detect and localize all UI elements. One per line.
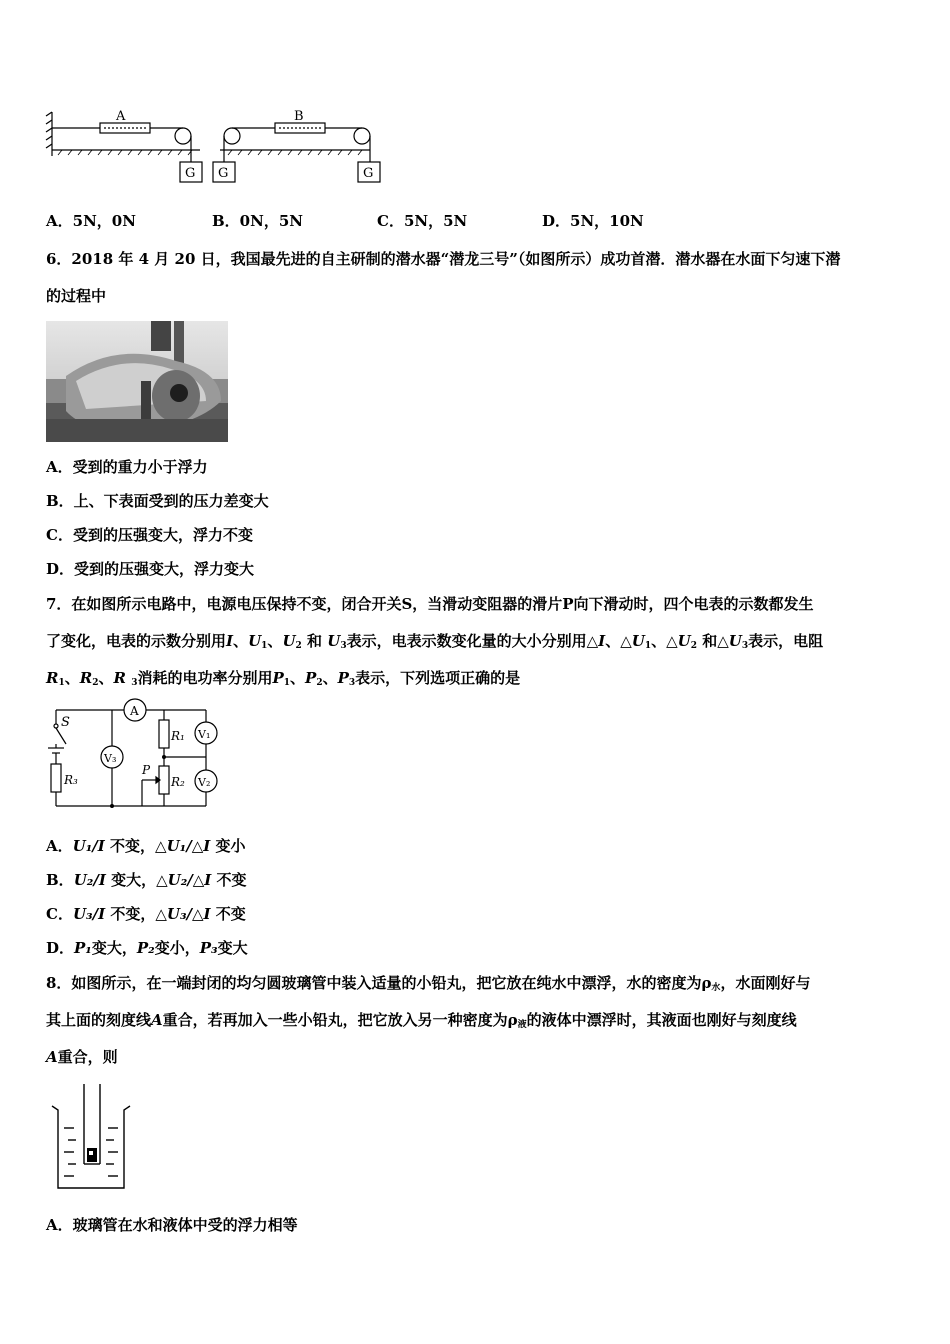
r2-label: R₂ [171, 775, 185, 789]
beaker-tube-figure [46, 1082, 138, 1194]
q8-stem-line-3: A重合，则 [46, 1048, 118, 1066]
q8-option-a[interactable]: A．玻璃管在水和液体中受的浮力相等 [46, 1216, 298, 1234]
q8-stem-line-1: 8．如图所示，在一端封闭的均匀圆玻璃管中装入适量的小铅丸，把它放在纯水中漂浮，水的密度为$\rho_水$，水面刚好与 [46, 974, 811, 993]
q6-option-c[interactable]: C．受到的压强变大，浮力不变 [46, 526, 253, 544]
switch-label: S [61, 715, 70, 730]
ammeter-label: A [130, 704, 139, 718]
scale-a-label: A [116, 109, 126, 124]
q6-stem-line-2: 的过程中 [46, 287, 107, 305]
q7-option-b[interactable]: B．U₂/I 变大，△U₂/△I 不变 [46, 871, 247, 889]
q8-stem-line-2: 其上面的刻度线A重合，若再加入一些小铅丸，把它放入另一种密度为$\rho_液$的液体中漂浮时，其液面也刚好与刻度线 [46, 1011, 797, 1030]
q7-stem-line-2: 了变化，电表的示数分别用I、$U_1$、$U_2$ 和 $U_3$表示，电表示数变化量的大小分别用△I、$\triangle U_1$、$\triangle U_2$ 和$\triangle U_3$表示，电阻 [46, 632, 824, 651]
scale-b-label: B [294, 109, 304, 124]
weight-1-label: G [185, 166, 196, 181]
q5-option-c[interactable]: C．5N，5N [377, 212, 468, 230]
q6-option-b[interactable]: B．上、下表面受到的压力差变大 [46, 492, 269, 510]
q5-option-b[interactable]: B．0N，5N [212, 212, 303, 230]
q5-option-a[interactable]: A．5N，0N [46, 212, 136, 230]
q6-option-a[interactable]: A．受到的重力小于浮力 [46, 458, 208, 476]
weight-2-label: G [218, 166, 229, 181]
weight-3-label: G [363, 166, 374, 181]
slider-label: P [142, 763, 151, 777]
r1-label: R₁ [171, 729, 185, 743]
q6-stem-line-1: 6．2018 年 4 月 20 日，我国最先进的自主研制的潜水器“潜龙三号”（如图所示）成功首潜．潜水器在水面下匀速下潜 [46, 250, 841, 268]
q7-option-c[interactable]: C．U₃/I 不变，△U₃/△I 不变 [46, 905, 246, 923]
submersible-photo [46, 321, 228, 442]
v1-label: V₁ [198, 728, 211, 741]
q6-option-d[interactable]: D．受到的压强变大，浮力变大 [46, 560, 255, 578]
q5-option-d[interactable]: D．5N，10N [542, 212, 644, 230]
r3-label: R₃ [64, 773, 78, 787]
spring-scale-figure [40, 100, 390, 190]
v2-label: V₂ [198, 776, 211, 789]
q7-option-a[interactable]: A．U₁/I 不变，△U₁/△I 变小 [46, 837, 246, 855]
v3-label: V₃ [104, 752, 117, 765]
circuit-diagram [44, 698, 234, 812]
q7-stem-line-1: 7．在如图所示电路中，电源电压保持不变，闭合开关S，当滑动变阻器的滑片P向下滑动时，四个电表的示数都发生 [46, 595, 814, 613]
q7-option-d[interactable]: D．P₁变大，P₂变小，P₃变大 [46, 939, 248, 957]
q7-stem-line-3: $R_1$、$R_2$、R $_3$消耗的电功率分别用$P_1$、$P_2$、$P_3$表示，下列选项正确的是 [46, 669, 521, 688]
